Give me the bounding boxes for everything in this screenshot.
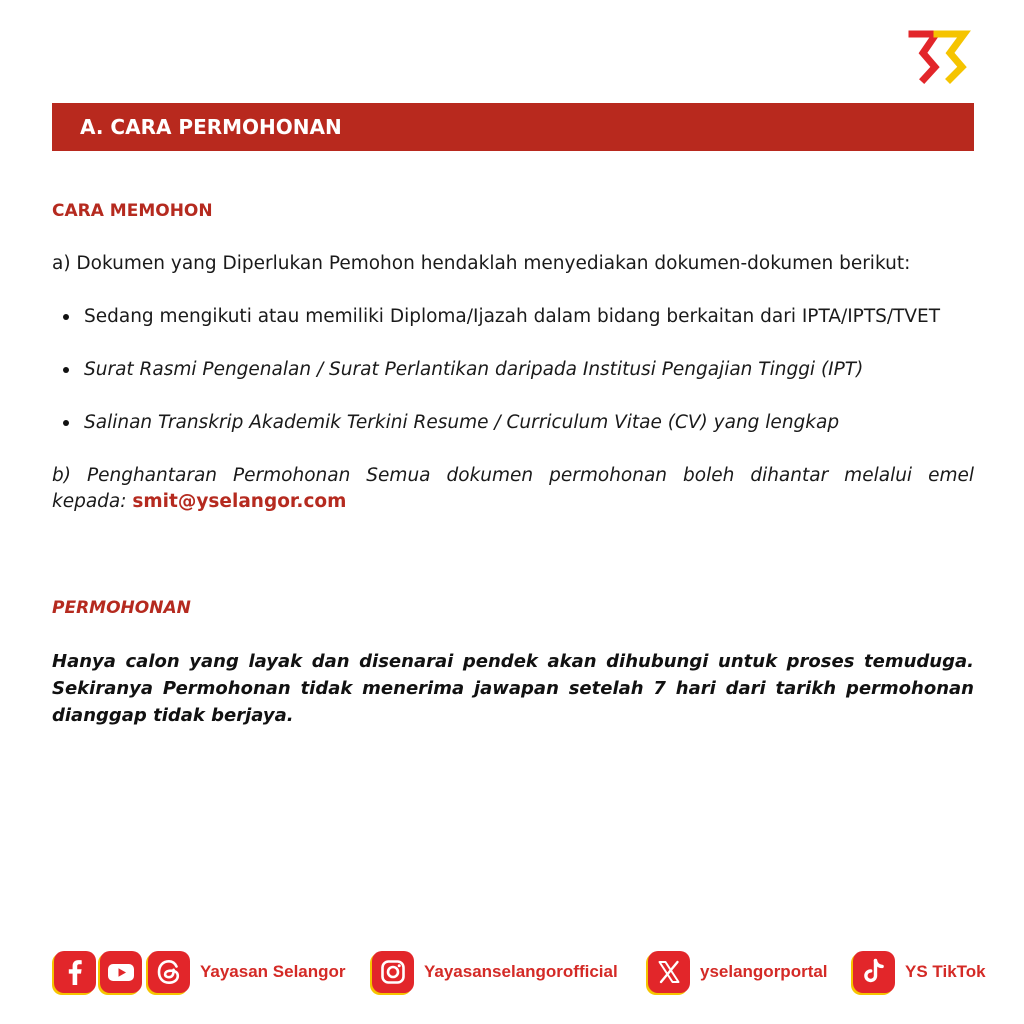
- tiktok-icon[interactable]: [853, 951, 895, 993]
- submission-line: b) Penghantaran Permohonan Semua dokumen permohonan boleh dihantar melalui emel: [52, 465, 974, 486]
- instagram-label[interactable]: Yayasanselangorofficial: [424, 962, 618, 981]
- paragraph-line: Hanya calon yang layak dan disenarai pendek akan dihubungi untuk proses temuduga.: [52, 651, 974, 672]
- threads-icon[interactable]: [148, 951, 190, 993]
- facebook-icon[interactable]: [54, 951, 96, 993]
- paragraph-line: Sekiranya Permohonan tidak menerima jawapan setelah 7 hari dari tarikh permohonan: [52, 678, 974, 699]
- submission-line: [52, 489, 974, 515]
- submission-prefix: kepada:: [52, 491, 127, 512]
- list-item: [52, 410, 974, 436]
- x-icon[interactable]: [648, 951, 690, 993]
- instagram-icon[interactable]: [372, 951, 414, 993]
- list-item-text: Salinan Transkrip Akademik Terkini Resume / Curriculum Vitae (CV) yang lengkap: [84, 412, 840, 433]
- paragraph-line: dianggap tidak berjaya.: [52, 705, 294, 726]
- tiktok-label[interactable]: YS TikTok: [905, 962, 986, 981]
- youtube-icon[interactable]: [100, 951, 142, 993]
- ys-logo-icon: [906, 28, 972, 84]
- submission-paragraph: [52, 463, 974, 515]
- facebook-youtube-threads-label[interactable]: Yayasan Selangor: [200, 962, 346, 981]
- list-item-text: Surat Rasmi Pengenalan / Surat Perlantikan daripada Institusi Pengajian Tinggi (IPT): [84, 359, 864, 380]
- bullet-icon: [63, 420, 69, 426]
- documents-intro: a) Dokumen yang Diperlukan Pemohon hendaklah menyediakan dokumen-dokumen berikut:: [52, 253, 911, 274]
- permohonan-heading: PERMOHONAN: [52, 598, 191, 618]
- cara-memohon-heading: CARA MEMOHON: [52, 201, 213, 221]
- list-item-text: Sedang mengikuti atau memiliki Diploma/Ijazah dalam bidang berkaitan dari IPTA/IPTS/TVET: [84, 306, 941, 327]
- email-link[interactable]: smit@yselangor.com: [132, 491, 347, 512]
- bullet-icon: [63, 367, 69, 373]
- list-item: [52, 304, 974, 330]
- bullet-icon: [63, 314, 69, 320]
- permohonan-paragraph: [52, 648, 974, 729]
- list-item: [52, 357, 974, 383]
- banner-title: A. CARA PERMOHONAN: [80, 115, 342, 139]
- section-banner: [52, 103, 974, 151]
- x-label[interactable]: yselangorportal: [700, 962, 828, 981]
